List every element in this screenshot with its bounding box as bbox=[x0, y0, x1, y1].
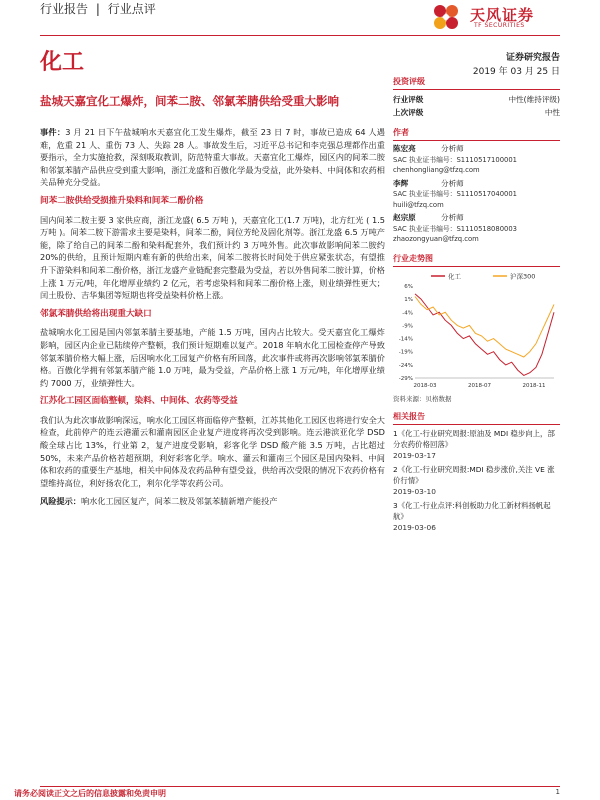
related-report[interactable] bbox=[393, 464, 560, 497]
trend-block bbox=[393, 253, 560, 403]
y-tick-label: -9% bbox=[402, 322, 413, 329]
y-tick-label: -24% bbox=[398, 362, 413, 369]
report-title: 盐城天嘉宜化工爆炸，间苯二胺、邻氯苯腈供给受重大影响 bbox=[40, 94, 339, 108]
prev-rating-row bbox=[393, 106, 560, 119]
event-text: 3 月 21 日下午盐城响水天嘉宜化工发生爆炸，截至 23 日 7 时，事故已造成 64 人遇难，危重 21 人、重伤 73 人、失踪 28 人。事故发生后，习近平总书记和李克强总理都作出重要指示，全力实施抢救，深刻吸取教训，防范特重大事故。天嘉宜化工爆炸，园区内的间苯二胺和邻氯苯腈产品供应受到重大影响，浙江龙盛和百傲化学最为受益，此外染料、中间体和农药相关品种充分受益。 bbox=[40, 127, 385, 188]
y-tick-label: -4% bbox=[402, 309, 413, 316]
author-entry bbox=[393, 144, 560, 176]
author-entry bbox=[393, 213, 560, 245]
related-heading: 相关报告 bbox=[393, 411, 560, 425]
trend-heading: 行业走势图 bbox=[393, 253, 560, 267]
trend-chart-svg bbox=[393, 270, 560, 392]
footer-divider bbox=[40, 786, 560, 787]
rating-heading: 投资评级 bbox=[393, 76, 560, 90]
risk-paragraph bbox=[40, 495, 385, 508]
related-report-title[interactable]: 2《化工-行业研究周报:MDI 稳步涨价,关注 VE 涨价行情》 bbox=[393, 464, 555, 485]
y-tick-label: 6% bbox=[404, 283, 413, 290]
section-heading-3: 江苏化工园区面临整顿，染料、中间体、农药等受益 bbox=[40, 396, 238, 407]
related-report-title[interactable]: 3《化工-行业点评:科创板助力化工新材料扬帆起航》 bbox=[393, 500, 551, 521]
chart-source: 资料来源：贝格数据 bbox=[393, 394, 452, 403]
x-tick-label: 2018-11 bbox=[522, 382, 546, 389]
author-entry bbox=[393, 179, 560, 211]
brand-name-en: TF SECURITIES bbox=[474, 22, 525, 29]
rating-block bbox=[393, 76, 560, 119]
main-content bbox=[40, 126, 385, 514]
rating-label: 行业评级 bbox=[393, 95, 424, 104]
risk-text: 响水化工园区复产，间苯二胺及邻氯苯腈新增产能投产 bbox=[80, 496, 278, 507]
related-report[interactable] bbox=[393, 428, 560, 461]
series-line bbox=[415, 293, 554, 375]
author-name: 李辉 bbox=[393, 178, 409, 188]
legend-label: 沪深300 bbox=[510, 272, 536, 280]
series-line bbox=[415, 296, 554, 357]
author-email[interactable]: zhaozongyuan@tfzq.com bbox=[393, 235, 479, 243]
rating-value: 中性(维持评级) bbox=[508, 95, 560, 104]
report-label: 证券研究报告 bbox=[505, 53, 560, 63]
author-cert: SAC 执业证书编号：S1110517040001 bbox=[393, 190, 517, 198]
sidebar bbox=[393, 76, 560, 541]
author-name: 陈宏亮 bbox=[393, 144, 416, 153]
section-heading-1: 间苯二胺供给受损推升染料和间苯二酚价格 bbox=[40, 195, 204, 206]
risk-lead: 风险提示： bbox=[40, 496, 81, 507]
report-category bbox=[40, 0, 156, 17]
authors-heading: 作者 bbox=[393, 127, 560, 141]
report-separator: | bbox=[95, 2, 100, 16]
sector-title: 化工 bbox=[40, 50, 85, 75]
author-role: 分析师 bbox=[441, 144, 464, 153]
section-paragraph-1: 国内间苯二胺主要 3 家供应商，浙江龙盛( 6.5 万吨 )，天嘉宜化工(1.7 万吨)，北方红光 ( 1.5 万吨 )。间苯二胺下游需求主要是染料，间苯二酚，间位芳纶及固化剂等。浙江龙盛 6.5 万吨产能，除了给自己的间苯二酚和染料配套外，我们预计约 3 万吨外售。此次事故影响间苯二胺约 20%的供给，且预计短期内难有新的供给出来，间苯二胺将长时间处于供应紧张状态，有望推升下游染料和间苯二酚价格，浙江龙盛产业链配套完整最为受益，若以外售间苯二胺计算，价格上涨 1 万元/吨，年化增厚业绩约 2 亿元，若考虑染料和间苯二酚价格上涨，则业绩弹性更大；闰土股份、吉华集团等短期也将受益染料价格上涨。 bbox=[40, 214, 385, 301]
legend-label: 化工 bbox=[448, 272, 461, 280]
author-name: 赵宗原 bbox=[393, 213, 416, 222]
prev-rating-label: 上次评级 bbox=[393, 108, 424, 117]
author-cert: SAC 执业证书编号：S1110517100001 bbox=[393, 155, 517, 164]
section-paragraph-2: 盐城响水化工园是国内邻氯苯腈主要基地，产能 1.5 万吨，国内占比较大。受天嘉宜化工爆炸影响，园区内企业已陆续停产整顿，我们预计短期难以复产。2018 年响水化工园检查停产导致邻氯苯腈价格大幅上涨，后因响水化工园复产价格有所回落，此次事件或将再次影响邻氯苯腈价格。百傲化学拥有邻氯苯腈产能 1.0 万吨，最为受益，产品价格上涨 1 万元/吨，年化增厚业绩约 7000 万，业绩弹性大。 bbox=[40, 327, 385, 388]
rating-row bbox=[393, 93, 560, 106]
y-tick-label: -19% bbox=[398, 349, 413, 356]
report-type: 行业报告 bbox=[40, 2, 89, 16]
related-block bbox=[393, 411, 560, 533]
footer-disclaimer: 请务必阅读正文之后的信息披露和免责申明 bbox=[14, 789, 166, 798]
prev-rating-value: 中性 bbox=[544, 108, 560, 117]
brand-logo bbox=[430, 2, 560, 32]
report-subtype: 行业点评 bbox=[107, 2, 156, 16]
y-tick-label: -29% bbox=[398, 375, 413, 382]
event-paragraph bbox=[40, 126, 385, 189]
author-cert: SAC 执业证书编号：S1110518080003 bbox=[393, 224, 517, 233]
trend-chart bbox=[393, 270, 560, 392]
related-report-title[interactable]: 1《化工-行业研究周报:原油及 MDI 稳步向上，部分农药价格回落》 bbox=[393, 428, 555, 449]
author-role: 分析师 bbox=[441, 213, 464, 222]
section-paragraph-3: 我们认为此次事故影响深远，响水化工园区将面临停产整顿，江苏其他化工园区也将进行安全大检查，此前停产的连云港灌云和灌南园区企业复产进度将再次受到影响。连云港滨亚化学 DSD 酸全球占比 13%，行业第 2，复产进度受影响，彩客化学 DSD 酸产能 3.5 万吨，占比超过 50%，未来产品价格若超预期，利好彩客化学。响水、灌云和灌南三个园区是国内染料、中间体和农药的重要生产基地，相关中间体及农药品种有望受益，供给再次受限的情况下农药价格有望维持高位，利好扬农化工，利尔化学等农药公司。 bbox=[40, 414, 385, 488]
x-tick-label: 2018-03 bbox=[413, 382, 437, 389]
y-tick-label: -14% bbox=[398, 336, 413, 343]
event-lead: 事件： bbox=[40, 127, 66, 137]
section-heading-2: 邻氯苯腈供给将出现重大缺口 bbox=[40, 308, 152, 319]
authors-block bbox=[393, 127, 560, 245]
logo-flower-icon bbox=[430, 2, 462, 32]
page-number: 1 bbox=[555, 788, 560, 796]
related-report-date: 2019-03-10 bbox=[393, 486, 436, 496]
y-tick-label: 1% bbox=[404, 296, 413, 303]
brand-name-cn: 天风证券 bbox=[470, 6, 535, 24]
related-report[interactable] bbox=[393, 500, 560, 533]
related-report-date: 2019-03-06 bbox=[393, 522, 436, 532]
author-email[interactable]: huili@tfzq.com bbox=[393, 200, 444, 209]
author-email[interactable]: chenhongliang@tfzq.com bbox=[393, 166, 480, 174]
x-tick-label: 2018-07 bbox=[468, 382, 491, 389]
related-report-date: 2019-03-17 bbox=[393, 450, 436, 460]
author-role: 分析师 bbox=[441, 178, 464, 188]
header-divider bbox=[40, 35, 560, 36]
report-date: 2019 年 03 月 25 日 bbox=[472, 67, 560, 77]
